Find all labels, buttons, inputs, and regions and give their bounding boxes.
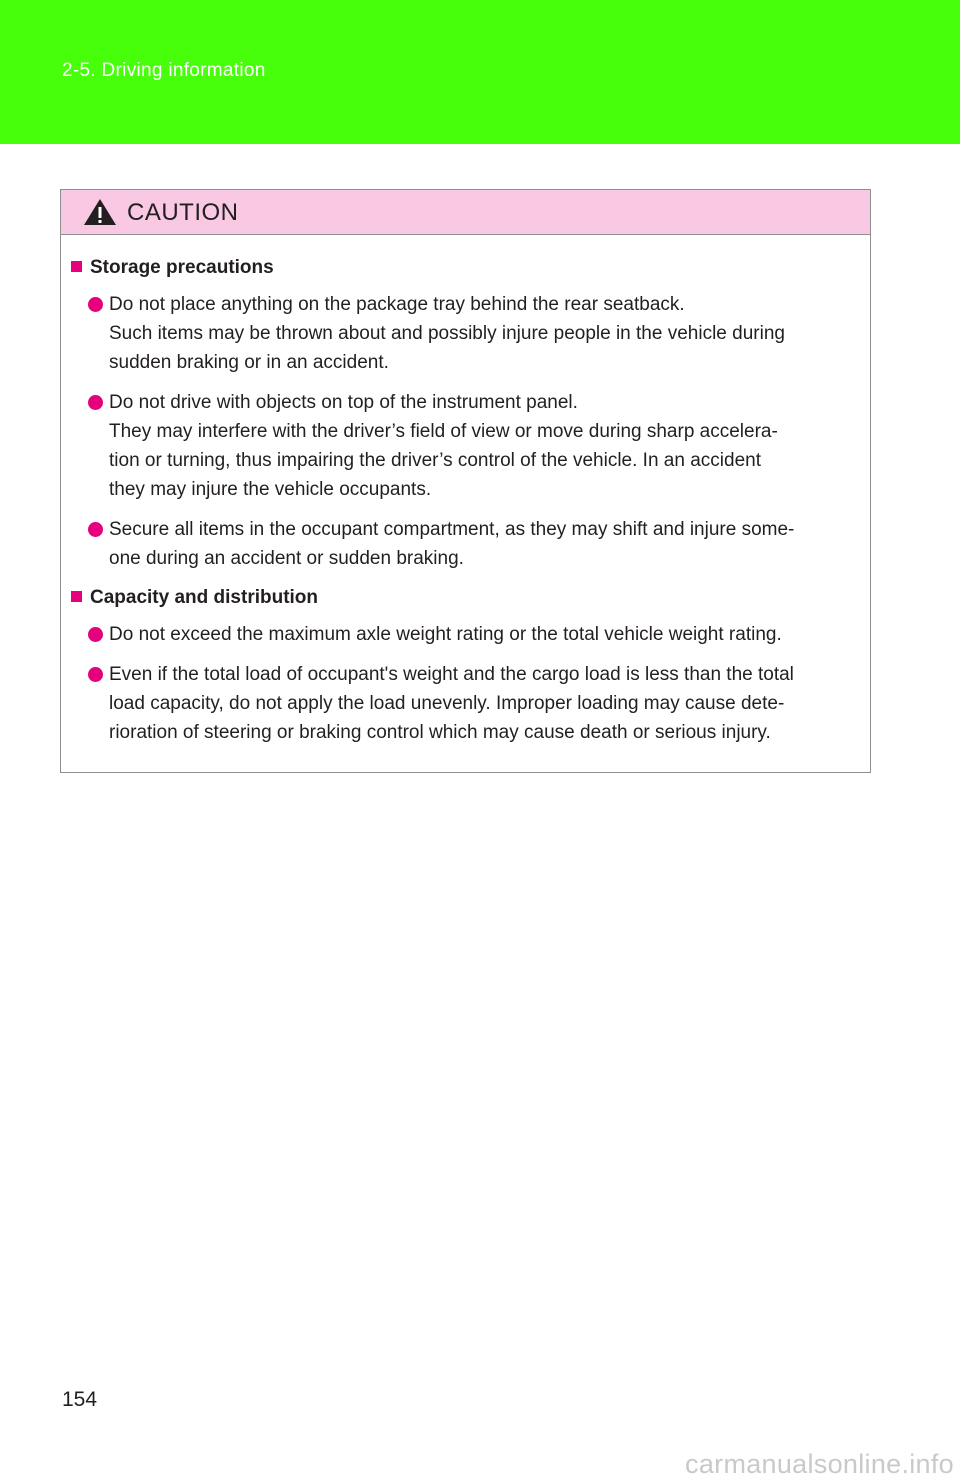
bullet-text: Do not exceed the maximum axle weight rating or the total vehicle weight rating.: [109, 624, 782, 645]
bullet-text: Secure all items in the occupant compartment, as they may shift and injure some- one during an accident or sudden braking.: [109, 519, 795, 569]
page-number: 154: [62, 1388, 98, 1411]
bullet-text: Even if the total load of occupant's weight and the cargo load is less than the total load capacity, do not apply the load unevenly. Improper loading may cause dete- rioration of steering or braking control which may cause death or serious injury.: [109, 664, 794, 743]
list-item: [88, 660, 863, 747]
list-item: [88, 388, 863, 504]
header-band: [0, 0, 960, 144]
caution-header: [61, 190, 870, 235]
bullet-text: Do not place anything on the package tray behind the rear seatback. Such items may be thrown about and possibly injure people in the vehicle during sudden braking or in an accident.: [109, 294, 785, 373]
section-title: 2-5. Driving information: [62, 60, 266, 81]
bullet-text: Do not drive with objects on top of the instrument panel. They may interfere with the driver’s field of view or move during sharp accelera- tion or turning, thus impairing the driver’s control of the vehicle. In an accident they may injure the vehicle occupants.: [109, 392, 778, 500]
square-bullet-icon: [71, 591, 82, 602]
section-heading-capacity: Capacity and distribution: [71, 587, 318, 609]
list-item: [88, 620, 863, 649]
caution-title: CAUTION: [127, 199, 239, 226]
list-item: [88, 290, 863, 377]
square-bullet-icon: [71, 261, 82, 272]
caution-box: [60, 189, 871, 773]
round-bullet-icon: [88, 297, 103, 312]
round-bullet-icon: [88, 522, 103, 537]
round-bullet-icon: [88, 395, 103, 410]
section-heading-storage: Storage precautions: [71, 257, 274, 279]
warning-triangle-icon: [83, 198, 117, 226]
round-bullet-icon: [88, 627, 103, 642]
watermark: carmanualsonline.info: [685, 1449, 954, 1479]
round-bullet-icon: [88, 667, 103, 682]
list-item: [88, 515, 863, 573]
